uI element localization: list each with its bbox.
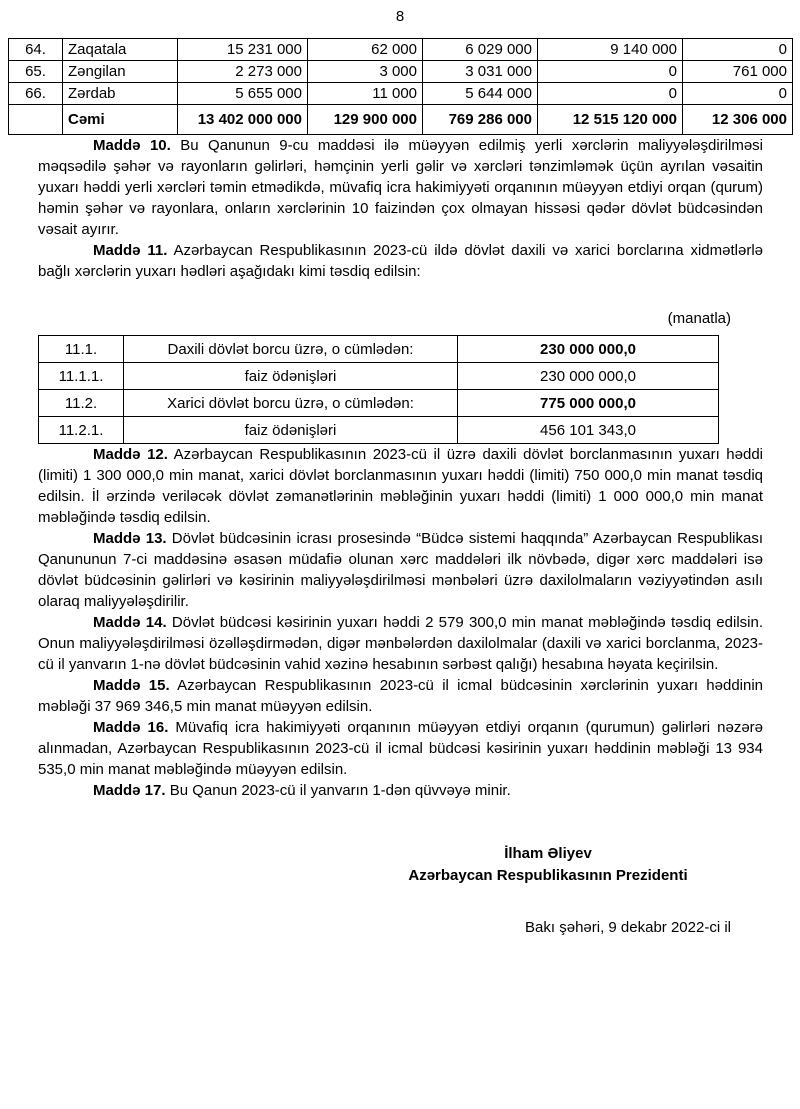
- article-text: Bu Qanun 2023-cü il yanvarın 1-dən qüvvəyə minir.: [169, 782, 511, 799]
- article-label: Maddə 11.: [93, 242, 168, 259]
- article-madde-15: [38, 675, 763, 717]
- cell-value: 775 000 000,0: [458, 390, 719, 417]
- currency-unit-note: (manatla): [667, 310, 731, 327]
- cell-label: faiz ödənişləri: [124, 363, 458, 390]
- body-text: [38, 444, 763, 801]
- table-row: [9, 39, 793, 61]
- cell-code: 11.1.1.: [39, 363, 124, 390]
- article-madde-12: [38, 444, 763, 528]
- article-madde-10: [38, 135, 763, 240]
- cell-value: 13 402 000 000: [178, 105, 308, 135]
- article-label: Maddə 14.: [93, 614, 167, 631]
- table-row: [39, 363, 719, 390]
- cell-value: 230 000 000,0: [458, 363, 719, 390]
- cell-label: faiz ödənişləri: [124, 417, 458, 444]
- table-total-row: [9, 105, 793, 135]
- cell-value: 12 515 120 000: [538, 105, 683, 135]
- table-row: [9, 83, 793, 105]
- cell-value: 3 000: [308, 61, 423, 83]
- cell-row-no: 65.: [9, 61, 63, 83]
- cell-value: 0: [683, 39, 793, 61]
- cell-value: 2 273 000: [178, 61, 308, 83]
- cell-value: 9 140 000: [538, 39, 683, 61]
- cell-value: 12 306 000: [683, 105, 793, 135]
- cell-row-no: 66.: [9, 83, 63, 105]
- date-place-line: Bakı şəhəri, 9 dekabr 2022-ci il: [525, 919, 731, 936]
- cell-value: 0: [538, 83, 683, 105]
- cell-value: 761 000: [683, 61, 793, 83]
- cell-label: Xarici dövlət borcu üzrə, o cümlədən:: [124, 390, 458, 417]
- cell-code: 11.2.1.: [39, 417, 124, 444]
- cell-value: 0: [538, 61, 683, 83]
- article-madde-17: [38, 780, 763, 801]
- article-madde-11: [38, 240, 763, 282]
- article-text: Dövlət büdcəsi kəsirinin yuxarı həddi 2 579 300,0 min manat məbləğində təsdiq edilsin. Onun maliyyələşdirilməsi özəlləşdirmədən, digər mənbələrdən daxilolmalar (daxili və xarici borclanma, 2023-cü il yanvarın 1-nə dövlət büdcəsinin vahid xəzinə hesabının sərbəst qalığı) hesabına həyata keçirilsin.: [38, 614, 764, 673]
- table-row: [39, 336, 719, 363]
- article-label: Maddə 10.: [93, 137, 171, 154]
- cell-value: 5 644 000: [423, 83, 538, 105]
- table-row: [39, 417, 719, 444]
- table-row: [39, 390, 719, 417]
- article-text: Müvafiq icra hakimiyyəti orqanının müəyyən etdiyi orqanın (qurumun) gəlirləri nəzərə alınmadan, Azərbaycan Respublikasının 2023-cü il icmal büdcəsi kəsirinin yuxarı həddinin məbləği 13 934 535,0 min manat məbləğində müəyyən edilsin.: [38, 719, 764, 778]
- cell-value: 11 000: [308, 83, 423, 105]
- article-text: Azərbaycan Respublikasının 2023-cü il üzrə daxili dövlət borclanmasının yuxarı həddi (limiti) 1 300 000,0 min manat, xarici dövlət borclanmasının yuxarı həddi (limiti) 750 000,0 min manat təsdiq edilsin. İl ərzində veriləcək dövlət zəmanətlərinin məbləğinin yuxarı həddi (limiti) 1 000 000,0 min manat məbləğində təsdiq edilsin.: [38, 446, 763, 526]
- cell-total-label: Cəmi: [63, 105, 178, 135]
- cell-value: 769 286 000: [423, 105, 538, 135]
- article-text: Azərbaycan Respublikasının 2023-cü il icmal büdcəsinin xərclərinin yuxarı həddinin məbləği 37 969 346,5 min manat müəyyən edilsin.: [38, 677, 764, 715]
- cell-value: 129 900 000: [308, 105, 423, 135]
- page-number: 8: [395, 8, 405, 25]
- cell-code: 11.1.: [39, 336, 124, 363]
- article-text: Dövlət büdcəsinin icrası prosesində “Büdcə sistemi haqqında” Azərbaycan Respublikası Qanununun 7-ci maddəsinə əsasən müdafiə olunan xərc maddələri ilk növbədə, digər xərc maddələri isə dövlət büdcəsinin gəlirləri və kəsirinin maliyyələşdirilməsi mənbələri üzrə daxilolmaların vəziyyətindən asılı olaraq maliyyələşdirilir.: [38, 530, 763, 610]
- signer-title: Azərbaycan Respublikasının Prezidenti: [408, 867, 688, 884]
- cell-value: 456 101 343,0: [458, 417, 719, 444]
- signer-name: İlham Əliyev: [504, 845, 592, 862]
- cell-value: 230 000 000,0: [458, 336, 719, 363]
- cell-value: 6 029 000: [423, 39, 538, 61]
- table-row: [9, 61, 793, 83]
- article-text: Azərbaycan Respublikasının 2023-cü ildə dövlət daxili və xarici borclarına xidmətlərlə bağlı xərclərin yuxarı hədləri aşağıdakı kimi təsdiq edilsin:: [38, 242, 764, 280]
- cell-value: 5 655 000: [178, 83, 308, 105]
- article-label: Maddə 16.: [93, 719, 169, 736]
- article-text: Bu Qanunun 9-cu maddəsi ilə müəyyən edilmiş yerli xərclərin maliyyələşdirilməsi məqsədilə şəhər və rayonların gəlirləri, həmçinin yerli gəlir və xərcləri tənzimləmək üçün ayrılan vəsaitin yuxarı həddi yerli xərcləri təmin etmədikdə, müvafiq icra hakimiyyəti orqanının müəyyən etdiyi orqan (qurum) həmin şəhər və rayonlara, onların xərclərinin 10 faizindən çox olmayan hissəsi qədər dövlət büdcəsindən vəsait ayırır.: [38, 137, 763, 238]
- cell-value: 3 031 000: [423, 61, 538, 83]
- cell-row-no: 64.: [9, 39, 63, 61]
- article-madde-14: [38, 612, 763, 675]
- article-label: Maddə 13.: [93, 530, 167, 547]
- article-madde-16: [38, 717, 763, 780]
- article-madde-13: [38, 528, 763, 612]
- cell-label: Daxili dövlət borcu üzrə, o cümlədən:: [124, 336, 458, 363]
- district-budget-table: [8, 38, 793, 135]
- debt-limits-table: [38, 335, 719, 444]
- cell-row-no: [9, 105, 63, 135]
- article-label: Maddə 17.: [93, 782, 166, 799]
- cell-code: 11.2.: [39, 390, 124, 417]
- body-text: [38, 135, 763, 329]
- cell-district-name: Zəngilan: [63, 61, 178, 83]
- cell-value: 62 000: [308, 39, 423, 61]
- article-label: Maddə 15.: [93, 677, 170, 694]
- cell-value: 0: [683, 83, 793, 105]
- cell-district-name: Zaqatala: [63, 39, 178, 61]
- signature-block: [358, 843, 738, 887]
- cell-value: 15 231 000: [178, 39, 308, 61]
- cell-district-name: Zərdab: [63, 83, 178, 105]
- article-label: Maddə 12.: [93, 446, 168, 463]
